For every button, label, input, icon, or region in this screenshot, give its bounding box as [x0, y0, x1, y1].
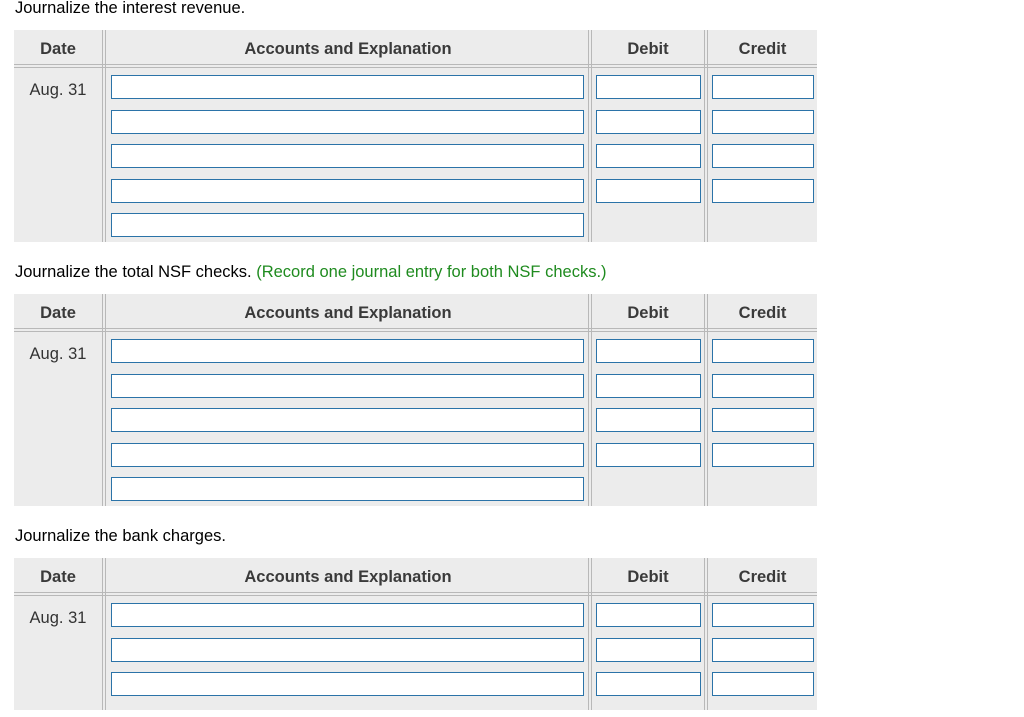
account-input-row-3[interactable]	[111, 408, 584, 432]
credit-input-row-2[interactable]	[712, 374, 814, 398]
debit-input-row-1[interactable]	[596, 339, 701, 363]
column-divider	[704, 558, 708, 710]
debit-input-row-2[interactable]	[596, 110, 701, 134]
header-debit: Debit	[627, 304, 669, 322]
header-date: Date	[40, 40, 76, 58]
account-input-row-1[interactable]	[111, 603, 584, 627]
header-date: Date	[40, 568, 76, 586]
column-divider	[102, 30, 106, 242]
debit-input-row-3[interactable]	[596, 408, 701, 432]
credit-input-row-3[interactable]	[712, 144, 814, 168]
table-header	[14, 294, 817, 332]
credit-input-row-1[interactable]	[712, 75, 814, 99]
table-header	[14, 558, 817, 596]
account-input-row-4[interactable]	[111, 179, 584, 203]
header-debit: Debit	[627, 40, 669, 58]
account-input-row-3[interactable]	[111, 672, 584, 696]
debit-input-row-4[interactable]	[596, 179, 701, 203]
table-header	[14, 30, 817, 68]
header-accounts: Accounts and Explanation	[244, 40, 452, 58]
header-credit: Credit	[738, 40, 787, 58]
debit-input-row-3[interactable]	[596, 144, 701, 168]
instruction-hint: (Record one journal entry for both NSF checks.)	[256, 263, 607, 281]
instruction-interest-revenue	[15, 0, 245, 18]
credit-input-row-1[interactable]	[712, 339, 814, 363]
debit-input-row-1[interactable]	[596, 603, 701, 627]
column-divider	[102, 294, 106, 506]
instruction-nsf-checks	[15, 262, 607, 282]
debit-input-row-1[interactable]	[596, 75, 701, 99]
journal-table-bank-charges	[14, 558, 817, 710]
account-input-row-5[interactable]	[111, 213, 584, 237]
column-divider	[704, 294, 708, 506]
account-input-row-1[interactable]	[111, 75, 584, 99]
date-cell: Aug. 31	[29, 609, 87, 627]
instruction-text: Journalize the interest revenue.	[15, 0, 246, 17]
instruction-bank-charges	[15, 526, 226, 546]
account-input-row-4[interactable]	[111, 443, 584, 467]
account-input-row-2[interactable]	[111, 374, 584, 398]
header-accounts: Accounts and Explanation	[244, 568, 452, 586]
credit-input-row-4[interactable]	[712, 179, 814, 203]
date-cell: Aug. 31	[29, 81, 87, 99]
account-input-row-5[interactable]	[111, 477, 584, 501]
instruction-text: Journalize the total NSF checks.	[15, 263, 252, 281]
column-divider	[704, 30, 708, 242]
header-credit: Credit	[738, 568, 787, 586]
credit-input-row-3[interactable]	[712, 672, 814, 696]
credit-input-row-3[interactable]	[712, 408, 814, 432]
debit-input-row-4[interactable]	[596, 443, 701, 467]
journal-table-nsf-checks	[14, 294, 817, 506]
header-debit: Debit	[627, 568, 669, 586]
account-input-row-1[interactable]	[111, 339, 584, 363]
instruction-text: Journalize the bank charges.	[15, 527, 226, 545]
column-divider	[588, 30, 592, 242]
debit-input-row-2[interactable]	[596, 374, 701, 398]
debit-input-row-2[interactable]	[596, 638, 701, 662]
credit-input-row-2[interactable]	[712, 638, 814, 662]
credit-input-row-2[interactable]	[712, 110, 814, 134]
header-accounts: Accounts and Explanation	[244, 304, 452, 322]
column-divider	[102, 558, 106, 710]
header-date: Date	[40, 304, 76, 322]
credit-input-row-4[interactable]	[712, 443, 814, 467]
column-divider	[588, 294, 592, 506]
account-input-row-2[interactable]	[111, 638, 584, 662]
account-input-row-2[interactable]	[111, 110, 584, 134]
header-credit: Credit	[738, 304, 787, 322]
debit-input-row-3[interactable]	[596, 672, 701, 696]
column-divider	[588, 558, 592, 710]
journal-table-interest-revenue	[14, 30, 817, 242]
date-cell: Aug. 31	[29, 345, 87, 363]
account-input-row-3[interactable]	[111, 144, 584, 168]
credit-input-row-1[interactable]	[712, 603, 814, 627]
